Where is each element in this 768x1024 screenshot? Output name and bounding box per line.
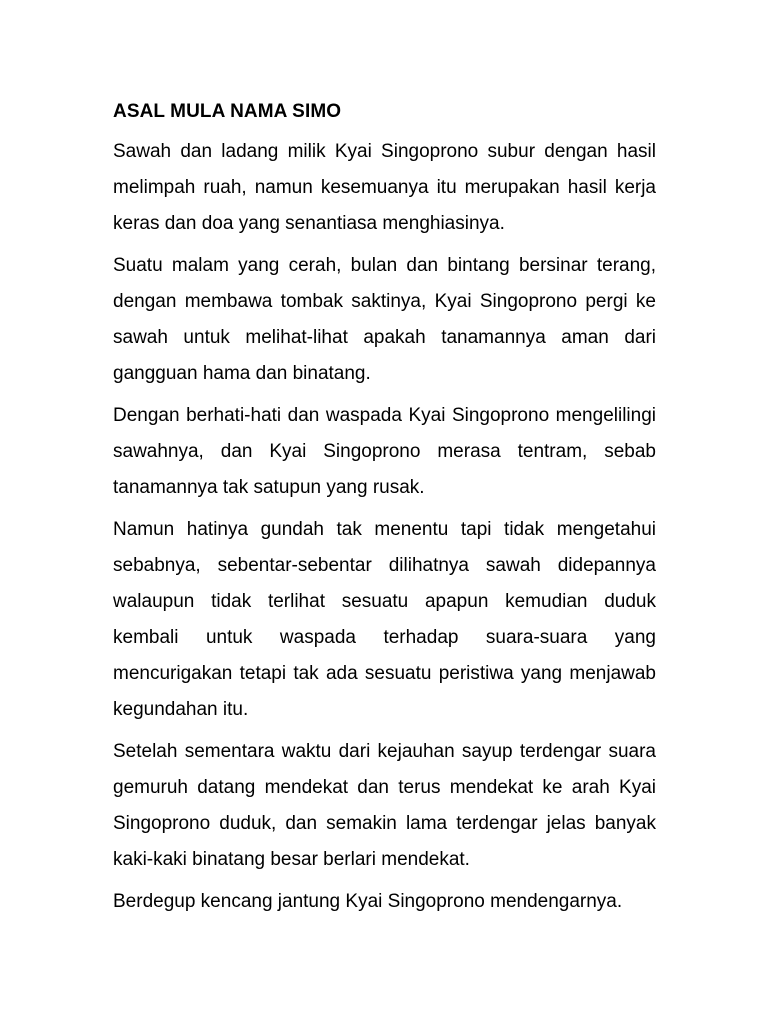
paragraph-5: Setelah sementara waktu dari kejauhan sayup terdengar suara gemuruh datang mendekat dan terus mendekat ke arah Kyai Singoprono duduk, dan semakin lama terdengar jelas banyak kaki-kaki binatang besar berlari mendekat. [113,741,656,870]
paragraph-2: Suatu malam yang cerah, bulan dan bintang bersinar terang, dengan membawa tombak saktinya, Kyai Singoprono pergi ke sawah untuk melihat-lihat apakah tanamannya aman dari gangguan hama dan binatang. [113,255,656,384]
paragraph-6: Berdegup kencang jantung Kyai Singoprono mendengarnya. [113,891,623,912]
paragraph-1: Sawah dan ladang milik Kyai Singoprono subur dengan hasil melimpah ruah, namun kesemuanya itu merupakan hasil kerja keras dan doa yang senantiasa menghiasinya. [113,141,656,234]
document-page [113,98,656,926]
paragraph-4: Namun hatinya gundah tak menentu tapi tidak mengetahui sebabnya, sebentar-sebentar dilihatnya sawah didepannya walaupun tidak terlihat sesuatu apapun kemudian duduk kembali untuk waspada terhadap suara-suara yang mencurigakan tetapi tak ada sesuatu peristiwa yang menjawab kegundahan itu. [113,519,656,720]
document-title: ASAL MULA NAMA SIMO [113,101,342,122]
paragraph-3: Dengan berhati-hati dan waspada Kyai Singoprono mengelilingi sawahnya, dan Kyai Singoprono merasa tentram, sebab tanamannya tak satupun yang rusak. [113,405,656,498]
